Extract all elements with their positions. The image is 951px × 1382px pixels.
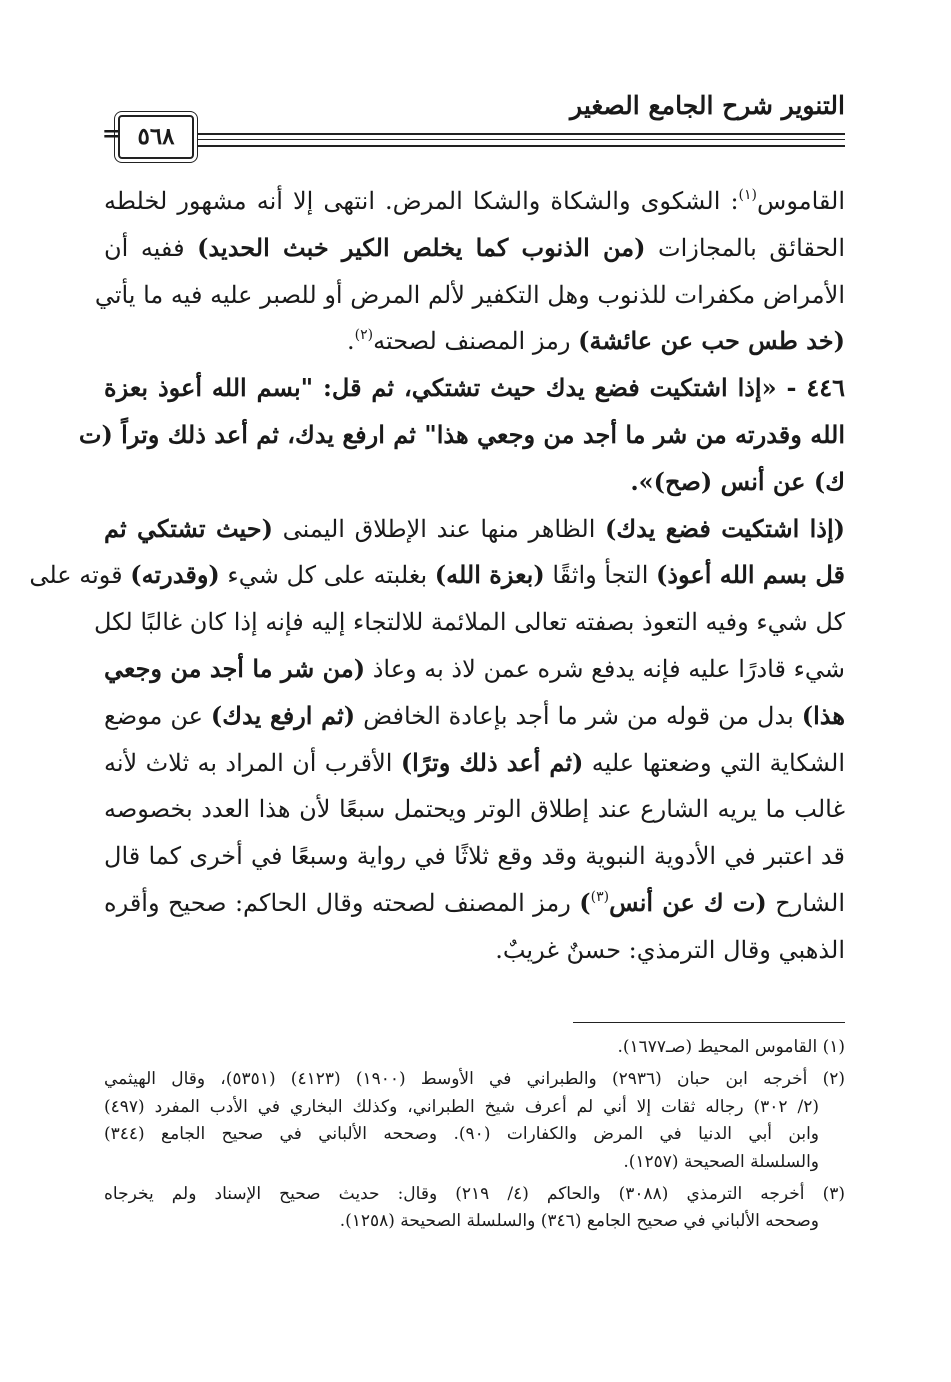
text-line: الله وقدرته من شر ما أجد من وجعي هذا" ثم ارفع يدك، ثم أعد ذلك وتراً (ت bbox=[78, 419, 845, 449]
header-rule bbox=[142, 139, 845, 140]
page-number: ٥٦٨ bbox=[118, 115, 194, 159]
footnote-ref: (٢) bbox=[354, 327, 374, 344]
header-rule bbox=[142, 145, 845, 147]
text-line: كل شيء وفيه التعوذ بصفته تعالى الملائمة للالتجاء إليه فإنه إذا كان غالبًا لكل bbox=[93, 608, 845, 637]
running-header-title: التنوير شرح الجامع الصغير bbox=[570, 91, 845, 120]
text-line: الحقائق بالمجازات (من الذنوب كما يخلص الكير خبث الحديد) ففيه أن bbox=[104, 232, 846, 262]
footnote-line: (٢) أخرجه ابن حبان (٢٩٣٦) والطبراني في الأوسط (١٩٠٠) (٤١٢٣) (٥٣٥١)، وقال الهيثمي bbox=[104, 1069, 845, 1090]
text-line: قل بسم الله أعوذ) التجأ واثقًا (بعزة الله) بغلبته على كل شيء (وقدرته) قوته على bbox=[29, 560, 845, 590]
text-line: (خد طس حب عن عائشة) رمز المصنف لصحته$^{(٢)}$. bbox=[346, 326, 845, 356]
footnote-line: والسلسلة الصحيحة (١٢٥٧). bbox=[623, 1151, 819, 1172]
header-rule bbox=[142, 133, 845, 135]
hadith-text bbox=[78, 365, 845, 505]
footnote-2 bbox=[104, 1066, 845, 1176]
page-number-marker: = bbox=[102, 121, 121, 147]
main-text bbox=[29, 178, 846, 974]
footnote-line: (٢/ ٣٠٢) رجاله ثقات إلا أني لم أعرف شيخ الطبراني، وكذلك البخاري في الأدب المفرد (٤٩٧) bbox=[104, 1096, 819, 1117]
paragraph-intro bbox=[94, 178, 846, 365]
text-line: الأمراض مكفرات للذنوب وهل التكفير لألم المرض أو للصبر عليه فيه ما يأتي bbox=[94, 280, 845, 309]
text-line: الشكاية التي وضعتها عليه (ثم أعد ذلك وترًا) الأقرب أن المراد به ثلاث لأنه bbox=[104, 747, 846, 777]
footnote-line: وصححه الألباني في صحيح الجامع (٣٤٦) والسلسلة الصحيحة (١٢٥٨). bbox=[339, 1211, 819, 1232]
footnote-separator bbox=[573, 1022, 845, 1023]
text-line: هذا) بدل من قوله من شر ما أجد بإعادة الخافض (ثم ارفع يدك) عن موضع bbox=[104, 700, 845, 730]
footnote-line: (٣) أخرجه الترمذي (٣٠٨٨) والحاكم (٤/ ٢١٩) وقال: حديث صحيح الإسناد ولم يخرجاه bbox=[104, 1183, 845, 1204]
commentary bbox=[29, 506, 846, 974]
text-line: شيء قادرًا عليه فإنه يدفع شره عمن لاذ به وعاذ (من شر ما أجد من وجعي bbox=[104, 653, 846, 683]
footnotes bbox=[104, 1034, 845, 1236]
text-line: الشارح (ت ك عن أنس$^{(٣)}$) رمز المصنف لصحته وقال الحاكم: صحيح وأقره bbox=[104, 887, 845, 917]
footnote-ref: (٣) bbox=[590, 888, 610, 905]
text-line: قد اعتبر في الأدوية النبوية وقد وقع ثلاثًا في رواية وسبعًا في أخرى كما قال bbox=[104, 842, 845, 871]
footnote-line: وابن أبي الدنيا في المرض والكفارات (٩٠). وصححه الألباني في صحيح الجامع (٣٤٤) bbox=[104, 1124, 820, 1145]
footnote-1: (١) القاموس المحيط (صـ١٦٧٧). bbox=[617, 1037, 845, 1057]
text-line: غالب ما يريه الشارع عند إطلاق الوتر ويحتمل سبعًا لأن هذا العدد بخصوصه bbox=[104, 795, 845, 824]
text-line: ٤٤٦ - «إذا اشتكيت فضع يدك حيث تشتكي، ثم قل: "بسم الله أعوذ بعزة bbox=[104, 373, 845, 403]
text-line: القاموس$^{(١)}$: الشكوى والشكاة والشكا المرض. انتهى إلا أنه مشهور لخلطه bbox=[104, 187, 845, 215]
text-line: ك) عن أنس (صح)». bbox=[630, 466, 845, 496]
text-line: (إذا اشتكيت فضع يدك) الظاهر منها عند الإطلاق اليمنى (حيث تشتكي ثم bbox=[104, 513, 846, 543]
footnote-ref: (١) bbox=[738, 187, 758, 203]
text-line: الذهبي وقال الترمذي: حسنٌ غريبٌ. bbox=[495, 935, 845, 964]
footnote-3 bbox=[104, 1181, 845, 1236]
